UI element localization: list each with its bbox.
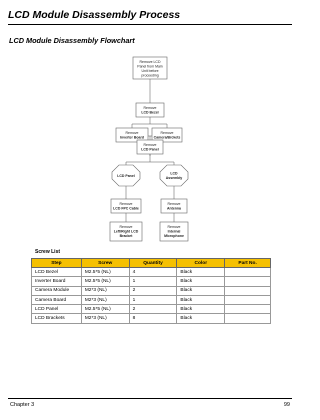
cell-color: Black	[177, 268, 225, 277]
svg-text:LCD: LCD	[170, 171, 178, 176]
step-remove-lcd-fpc-cable	[111, 199, 141, 213]
column-header-quantity: Quantity	[129, 259, 177, 268]
column-header-part-no: Part No.	[225, 259, 271, 268]
svg-text:Bracket: Bracket	[119, 234, 133, 238]
cell-color: Black	[177, 314, 225, 323]
svg-text:Camera/Brckets: Camera/Brckets	[153, 135, 181, 140]
svg-text:Assembly: Assembly	[165, 176, 183, 180]
page-title: LCD Module Disassembly Process	[8, 9, 181, 21]
svg-text:LCD Panel: LCD Panel	[117, 174, 135, 178]
cell-quantity: 2	[129, 286, 177, 295]
svg-text:Unit before: Unit before	[141, 69, 159, 73]
cell-step: Camera Module	[32, 286, 82, 295]
svg-text:LCD FPC Cable: LCD FPC Cable	[113, 206, 139, 211]
svg-text:Microphone: Microphone	[164, 234, 184, 238]
cell-screw: M2.5*5 (NL)	[81, 268, 129, 277]
svg-text:Panel from Main: Panel from Main	[137, 64, 163, 69]
cell-part-no	[225, 268, 271, 277]
step-remove-lcd-panel-from-main-unit	[133, 57, 167, 79]
svg-text:Remove: Remove	[119, 202, 133, 206]
cell-screw: M2*3 (NL)	[81, 295, 129, 304]
svg-text:Inverter Board: Inverter Board	[120, 135, 144, 140]
svg-text:Internal: Internal	[167, 229, 181, 234]
table-header-row	[32, 259, 271, 268]
cell-color: Black	[177, 286, 225, 295]
screw-list-label: Screw List	[35, 249, 61, 255]
footer-rule	[8, 398, 292, 399]
svg-text:Antenna: Antenna	[167, 206, 181, 211]
svg-text:proceeding: proceeding	[141, 73, 159, 78]
svg-text:Remove: Remove	[167, 225, 181, 229]
table-row	[32, 277, 271, 286]
cell-part-no	[225, 314, 271, 323]
footer-page-number: 99	[283, 402, 290, 408]
cell-part-no	[225, 295, 271, 304]
svg-text:Left/Right LCD: Left/Right LCD	[113, 229, 139, 234]
step-remove-lcd-brackets	[110, 222, 142, 241]
svg-text:Remove: Remove	[125, 131, 139, 135]
node-lcd-panel	[112, 165, 140, 186]
svg-text:Remove: Remove	[119, 225, 133, 229]
cell-quantity: 1	[129, 295, 177, 304]
svg-text:Remove: Remove	[167, 202, 181, 206]
svg-text:Remove LCD: Remove LCD	[139, 60, 161, 64]
step-remove-internal-microphone	[160, 222, 188, 241]
node-lcd-assembly	[160, 165, 188, 186]
cell-part-no	[225, 277, 271, 286]
cell-part-no	[225, 286, 271, 295]
cell-screw: M2.5*5 (NL)	[81, 277, 129, 286]
svg-text:LCD Bezel: LCD Bezel	[141, 110, 159, 115]
cell-screw: M2.5*5 (NL)	[81, 305, 129, 314]
column-header-step: Step	[32, 259, 82, 268]
cell-part-no	[225, 305, 271, 314]
svg-text:Remove: Remove	[160, 131, 174, 135]
cell-quantity: 1	[129, 277, 177, 286]
cell-step: LCD Panel	[32, 305, 82, 314]
cell-color: Black	[177, 295, 225, 304]
svg-text:Remove: Remove	[143, 143, 157, 147]
cell-step: LCD Brackets	[32, 314, 82, 323]
step-remove-lcd-panel	[137, 140, 163, 154]
svg-text:Remove: Remove	[143, 106, 157, 110]
cell-screw: M2*3 (NL)	[81, 314, 129, 323]
cell-step: LCD Bezel	[32, 268, 82, 277]
table-row	[32, 295, 271, 304]
screw-list-table	[31, 258, 271, 324]
cell-step: Camera Board	[32, 295, 82, 304]
table-row	[32, 286, 271, 295]
table-row	[32, 305, 271, 314]
cell-quantity: 8	[129, 314, 177, 323]
table-row	[32, 314, 271, 323]
table-row	[32, 268, 271, 277]
step-remove-lcd-bezel	[136, 103, 164, 117]
svg-text:LCD Panel: LCD Panel	[141, 147, 159, 152]
section-title: LCD Module Disassembly Flowchart	[9, 36, 135, 45]
step-remove-antenna	[161, 199, 187, 213]
column-header-color: Color	[177, 259, 225, 268]
cell-screw: M2*3 (NL)	[81, 286, 129, 295]
footer-chapter: Chapter 3	[10, 402, 35, 408]
cell-color: Black	[177, 277, 225, 286]
cell-quantity: 4	[129, 268, 177, 277]
cell-quantity: 2	[129, 305, 177, 314]
cell-color: Black	[177, 305, 225, 314]
cell-step: Inverter Board	[32, 277, 82, 286]
column-header-screw: Screw	[81, 259, 129, 268]
